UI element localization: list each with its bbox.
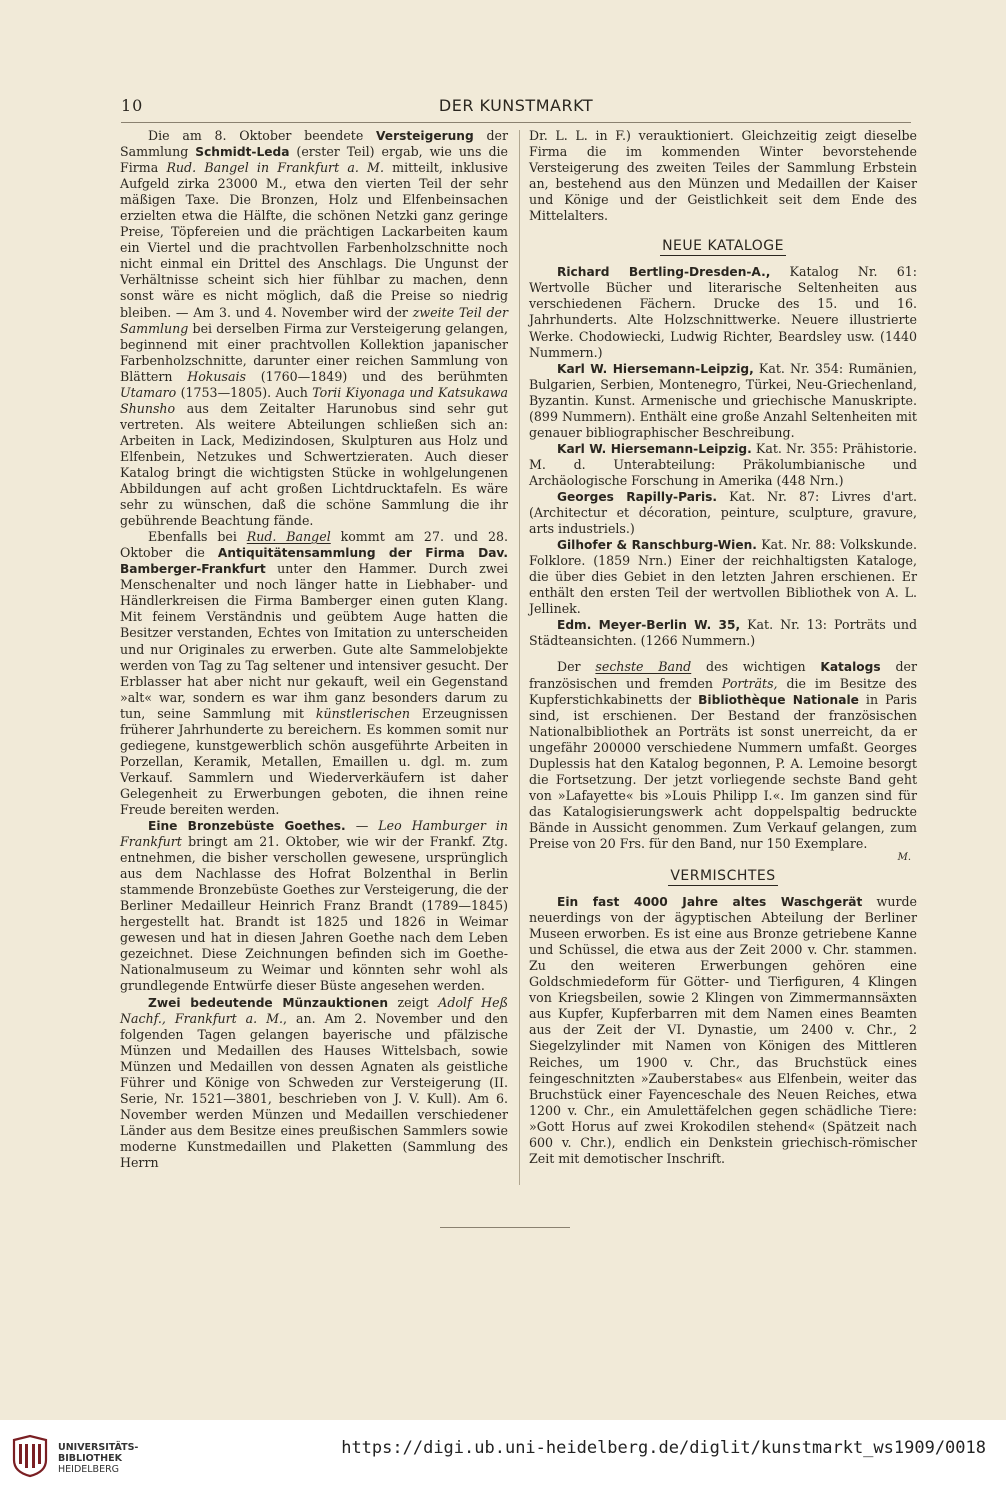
- page-number: 10: [121, 96, 144, 115]
- article-bibliotheque-nationale: Der sechste Band des wichtigen Katalogs der französischen und fremden Porträts, die im Besitze des Kupferstichkabinetts der Bibliothèque Nationale in Paris sind, ist erschienen. Der Bestand der französischen Nationalbibliothek an Porträts ist sonst unerreicht, da er ungefähr 200000 verschiedene Nummern umfaßt. Georges Duplessis hat den Katalog begonnen, P. A. Lemoine besorgt die Fortsetzung. Der jetzt vorliegende sechste Band geht von »Lafayette« bis »Louis Philipp I.«. Im ganzen sind für das Katalogisierungswerk acht doppelspaltig bedruckte Bände in Aussicht genommen. Zum Verkauf gelangen, zum Preise von 20 Frs. für den Band, nur 150 Exemplare.: [529, 659, 918, 851]
- catalog-entry: Karl W. Hiersemann-Leipzig. Kat. Nr. 355: Prähistorie. M. d. Unterabteilung: Präkolumbianische und Archäologische Forschung in Amerika (448 Nrn.): [529, 440, 917, 488]
- catalog-entry: Karl W. Hiersemann-Leipzig, Kat. Nr. 354: Rumänien, Bulgarien, Serbien, Montenegro, Türkei, Neu-Griechenland, Byzantin. Kunst. Armenische und griechische Manuskripte. (899 Nummern). Enthält eine große Anzahl Seltenheiten mit genauer bibliographischer Beschreibung.: [529, 360, 917, 440]
- article-antiquitaetensammlung-bamberger: Ebenfalls bei Rud. Bangel kommt am 27. und 28. Oktober die Antiquitätensammlung der Firma Dav. Bamberger-Frankfurt unter den Hammer. Durch zwei Menschenalter und noch länger hatte in Liebhaber- und Händlerkreisen die Firma Bamberger einen guten Klang. Mit feinem Verständnis und geübtem Auge hatten die Besitzer verstanden, Echtes von Imitation zu unterscheiden und nur Originales zu erwerben. Gute alte Sammelobjekte werden von Tag zu Tag seltener und intensiver gesucht. Der Erblasser hat aber nicht nur gekauft, weil ein Gegenstand »alt« war, sondern es war ihm ganz besonders darum zu tun, seine Sammlung mit künstlerischen Erzeugnissen früherer Jahrhunderte zu bereichern. Es kommen somit nur gediegene, kunstgewerblich schön ausgeführte Arbeiten in Porzellan, Keramik, Metallen, Emaillen u. dgl. m. zum Verkauf. Sammlern und Wiederverkäufern ist daher Gelegenheit zu Erwerbungen geboten, die ihnen reine Freude bereiten werden.: [120, 529, 509, 817]
- source-url-link[interactable]: https://digi.ub.uni-heidelberg.de/diglit/kunstmarkt_ws1909/0018: [341, 1438, 986, 1458]
- header-rule: [121, 122, 911, 123]
- library-name: UNIVERSITÄTS- BIBLIOTHEK HEIDELBERG: [58, 1442, 139, 1475]
- catalog-entry: Edm. Meyer-Berlin W. 35, Kat. Nr. 13: Porträts und Städteansichten. (1266 Nummern.): [529, 617, 918, 649]
- article-versteigerung-schmidt-leda: Die am 8. Oktober beendete Versteigerung der Sammlung Schmidt-Leda (erster Teil) ergab, wie uns die Firma Rud. Bangel in Frankfurt a. M. mitteilt, inklusive Aufgeld zirka 23000 M., etwa den vierten Teil der sehr mäßigen Taxe. Die Bronzen, Holz und Elfenbeinsachen erzielten etwa die Hälfte, die schönen Netzki ganz geringe Preise, Töpfereien und die prächtigen Lackarbeiten kaum ein Viertel und die prachtvollen Farbenholzschnitte noch nicht einmal ein Drittel des Anschlags. Die Ungunst der Verhältnisse scheint sich hier fühlbar zu machen, denn sonst wäre es nicht möglich, daß die Preise so niedrig bleiben. — Am 3. und 4. November wird der zweite Teil der Sammlung bei derselben Firma zur Versteigerung gelangen, beginnend mit einer prachtvollen Kollektion japanischer Farbenholzschnitte, darunter einer reichen Sammlung von Blättern Hokusais (1760—1849) und des berühmten Utamaro (1753—1805). Auch Torii Kiyonaga und Katsukawa Shunsho aus dem Zeitalter Harunobus sind sehr gut vertreten. Als weitere Abteilungen schließen sich an: Arbeiten in Lack, Medizindosen, Skulpturen aus Holz und Elfenbein, Netzukes und Schwertzieraten. Auch dieser Katalog bringt die wichtigsten Stücke in wohlgelungenen Abbildungen auf acht großen Lichtdrucktafeln. Es wäre sehr zu wünschen, daß die schöne Sammlung die ihr gebührende Beachtung fände.: [120, 128, 509, 529]
- article-muenzauktionen: Zwei bedeutende Münzauktionen zeigt Adolf Heß Nachf., Frankfurt a. M., an. Am 2. November und den folgenden Tagen gelangen bayerische und pfälzische Münzen und Medaillen des Hauses Wittelsbach, sowie Münzen und Medaillen von dessen Agnaten als geistliche Führer und Könige von Schweden zur Versteigerung (II. Serie, Nr. 1521—3801, beschrieben von J. V. Kull). Am 6. November werden Münzen und Medaillen verschiedener Länder aus dem Besitze eines preußischen Sammlers sowie moderne Kunstmedaillen und Plaketten (Sammlung des Herrn: [120, 994, 509, 1170]
- university-library-logo-icon: [10, 1434, 50, 1478]
- article-bronzebueste-goethes: Eine Bronzebüste Goethes. — Leo Hamburger in Frankfurt bringt am 21. Oktober, wie wir der Frankf. Ztg. entnehmen, die bisher verschollen gewesene, ursprünglich aus dem Nachlasse des Hofrat Bolzenthal in Berlin stammende Bronzebüste Goethes zur Versteigerung, die der Berliner Medailleur Heinrich Franz Brandt (1789—1845) hergestellt hat. Brandt ist 1825 und 1826 in Weimar gewesen und hat in diesen Jahren Goethe nach dem Leben gezeichnet. Diese Zeichnungen befinden sich im Goethe-Nationalmuseum zu Weimar und könnten sehr wohl als grundlegende Entwürfe dieser Büste angesehen werden.: [120, 818, 508, 994]
- right-column: [529, 128, 917, 1167]
- section-heading-vermischtes: VERMISCHTES: [529, 868, 917, 886]
- column-divider: [519, 130, 520, 1185]
- viewer-footer: [0, 1420, 1006, 1499]
- page-header: [121, 96, 911, 120]
- left-column: [120, 128, 508, 1171]
- running-title: DER KUNSTMARKT: [438, 96, 594, 115]
- catalog-entry: Richard Bertling-Dresden-A., Katalog Nr. 61: Wertvolle Bücher und literarische Seltenheiten aus verschiedenen Fächern. Drucke des 15. und 16. Jahrhunderts. Alte Holzschnittwerke. Neuere illustrierte Werke. Chodowiecki, Ludwig Richter, Beardsley usw. (1440 Nummern.): [529, 264, 918, 360]
- author-signature: M.: [897, 852, 911, 864]
- section-heading-neue-kataloge: NEUE KATALOGE: [529, 238, 917, 256]
- article-waschgeraet: Ein fast 4000 Jahre altes Waschgerät wurde neuerdings von der ägyptischen Abteilung der Berliner Museen erworben. Es ist eine aus Bronze getriebene Kanne und Schüssel, die etwa aus der Zeit 2000 v. Chr. stammen. Zu den weiteren Erwerbungen gehören eine Goldschmiedeform für Götter- und Tierfiguren, 4 Klingen von Kriegsbeilen, sowie 2 Klingen von Zimmermannsäxten aus Kupfer, Kupferbarren mit dem Namen eines Beamten aus der Zeit der VI. Dynastie, um 2400 v. Chr., 2 Siegelzylinder mit Namen von Königen des Mittleren Reiches, um 1900 v. Chr., das Bruchstück eines feingeschnitzten »Zauberstabes« aus Elfenbein, weiter das Bruchstück einer Fayenceschale des Neuen Reiches, etwa 1200 v. Chr., ein Amulettäfelchen gegen schädliche Tiere: »Gott Horus auf zwei Krokodilen stehend« (Spätzeit nach 600 v. Chr.), endlich ein Denkstein griechisch-römischer Zeit mit demotischer Inschrift.: [529, 894, 917, 1166]
- article-continuation: Dr. L. L. in F.) verauktioniert. Gleichzeitig zeigt dieselbe Firma die im kommenden Winter bevorstehende Versteigerung des zweiten Teiles der Sammlung Erbstein an, bestehend aus den Münzen und Medaillen der Kaiser und Könige und der Geistlichkeit seit dem Ende des Mittelalters.: [529, 128, 917, 224]
- catalog-entry: Georges Rapilly-Paris. Kat. Nr. 87: Livres d'art. (Architectur et décoration, peinture, sculpture, gravure, arts industriels.): [529, 488, 917, 537]
- catalog-entry: Gilhofer & Ranschburg-Wien. Kat. Nr. 88: Volkskunde. Folklore. (1859 Nrn.) Einer der reichhaltigsten Kataloge, die über dies Gebiet in den letzten Jahren erschienen. Er enthält den ersten Teil der wertvollen Bibliothek von A. L. Jellinek.: [529, 537, 917, 617]
- page-end-rule: [440, 1227, 570, 1228]
